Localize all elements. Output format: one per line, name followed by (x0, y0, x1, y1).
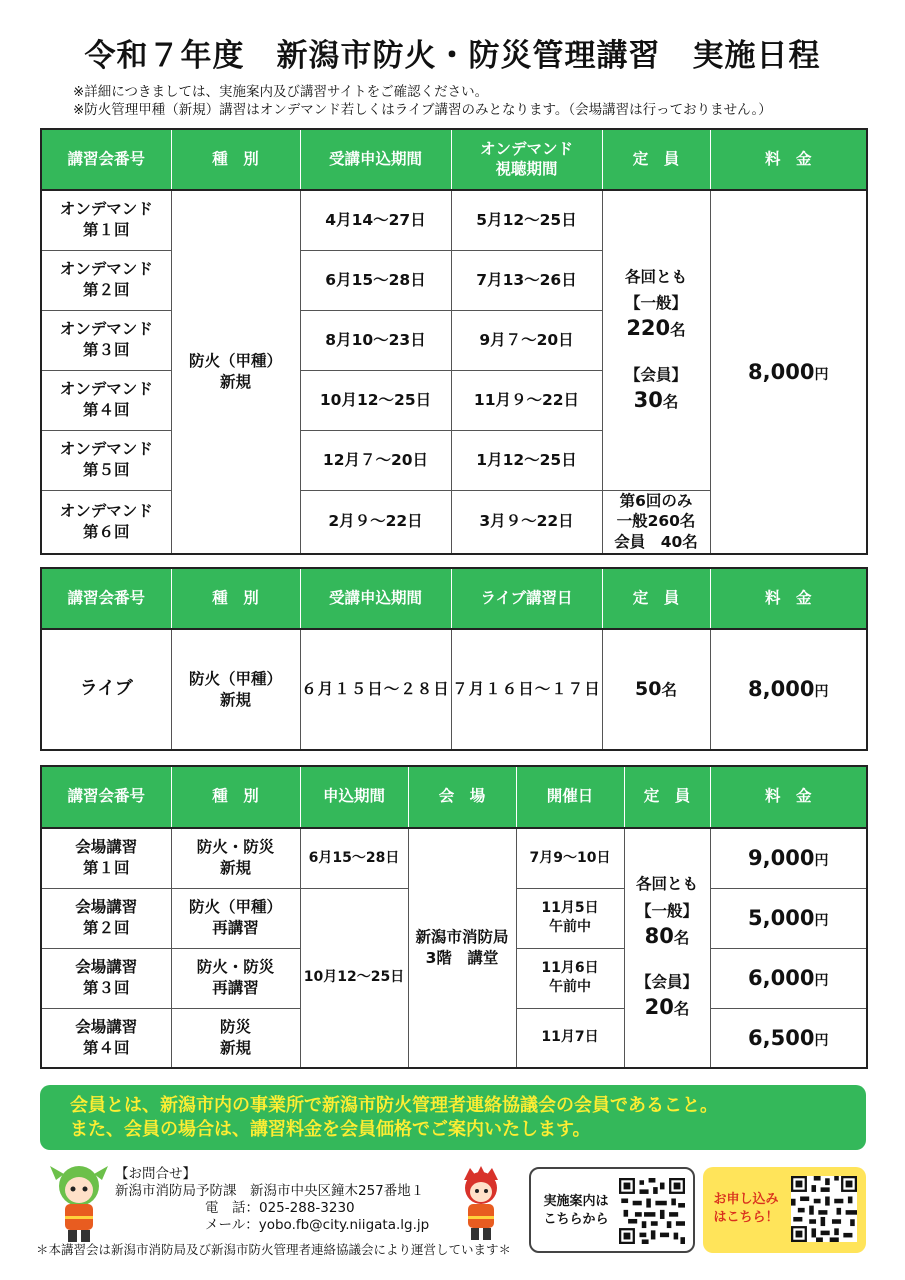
type-line2: 新規 (219, 1038, 251, 1057)
contact-heading: 【お問合せ】 (115, 1166, 196, 1182)
capacity-unit: 名 (661, 680, 677, 699)
venue-line2: 3階 講堂 (425, 949, 499, 967)
venue-schedule-table (40, 765, 868, 1069)
apply-period-cell: 10月12～25日 (300, 370, 451, 430)
session-no-line1: オンデマンド (59, 380, 153, 399)
type-line2: 新規 (219, 373, 251, 392)
fee-value: 6,000 (748, 965, 815, 990)
table-row (41, 190, 867, 250)
type-cell (171, 828, 300, 888)
capacity-value: 50 (635, 677, 662, 700)
capacity-cell (602, 190, 710, 490)
session-no-line2: 第３回 (82, 341, 130, 359)
type-line1: 防火・防災 (196, 958, 275, 977)
header-apply-period: 受講申込期間 (300, 568, 451, 629)
view-period-cell: 9月７～20日 (451, 310, 602, 370)
session-no-line2: 第２回 (82, 281, 130, 299)
fee-value: 5,000 (748, 905, 815, 930)
session-no-line1: オンデマンド (59, 200, 153, 219)
fee-cell (710, 629, 867, 750)
type-cell (171, 629, 300, 750)
cap6-line1: 第6回のみ (619, 491, 693, 510)
header-session-no: 講習会番号 (41, 129, 171, 190)
info-label-line1: 実施案内は (543, 1194, 609, 1209)
header-session-no: 講習会番号 (41, 766, 171, 828)
header-date: 開催日 (516, 766, 624, 828)
capacity-unit: 名 (673, 1000, 690, 1019)
view-period-cell: 1月12～25日 (451, 430, 602, 490)
header-session-no: 講習会番号 (41, 568, 171, 629)
apply-label-line1: お申し込み (713, 1192, 779, 1207)
date-line2: 午前中 (549, 979, 591, 995)
cap6-line3: 会員 40名 (614, 533, 698, 552)
yen-unit: 円 (814, 972, 829, 989)
session-no-line1: オンデマンド (59, 320, 153, 339)
fee-value: 6,500 (748, 1025, 815, 1050)
capacity-member-label: 【会員】 (635, 973, 698, 992)
apply-period-cell: 2月９～22日 (300, 490, 451, 554)
apply-label-line2: はこちら！ (713, 1210, 779, 1225)
header-apply-period: 受講申込期間 (300, 129, 451, 190)
header-type: 種 別 (171, 766, 300, 828)
session-no-cell (41, 1008, 171, 1068)
session-no-line2: 第５回 (82, 461, 130, 479)
header-fee: 料 金 (710, 129, 867, 190)
table-header-row (41, 568, 867, 629)
table-header-row (41, 129, 867, 190)
capacity-member-value: 30 (633, 387, 663, 412)
date-cell: 11月7日 (516, 1008, 624, 1068)
qr-code-info-icon[interactable] (619, 1178, 685, 1244)
fee-value: 8,000 (748, 359, 815, 384)
type-cell (171, 888, 300, 948)
venue-line1: 新潟市消防局 (415, 928, 509, 947)
session-no-cell: ライブ (41, 629, 171, 750)
mascot-right-icon (458, 1166, 504, 1242)
type-line1: 防火（甲種） (188, 669, 282, 688)
live-schedule-table (40, 567, 868, 751)
type-line2: 新規 (219, 859, 251, 878)
header-view-line1: オンデマンド (479, 140, 573, 159)
type-line1: 防火（甲種） (188, 352, 282, 371)
session-no-line1: 会場講習 (75, 898, 138, 917)
capacity-unit: 名 (673, 929, 690, 948)
capacity-each-label: 各回とも (624, 267, 687, 286)
capacity-member-label: 【会員】 (624, 365, 687, 384)
capacity-cell (624, 828, 710, 1068)
fee-cell (710, 828, 867, 888)
session-no-line1: 会場講習 (75, 838, 138, 857)
fee-cell (710, 948, 867, 1008)
fee-cell (710, 1008, 867, 1068)
note-ondemand-only: ※防火管理甲種（新規）講習はオンデマンド若しくはライブ講習のみとなります。（会場講習は行っておりません。） (73, 102, 772, 118)
operator-footnote: ＊本講習会は新潟市消防局及び新潟市防火管理者連絡協議会により運営しています＊ (36, 1242, 512, 1257)
ondemand-schedule-table (40, 128, 868, 555)
session-no-cell (41, 310, 171, 370)
session-no-line2: 第１回 (82, 859, 130, 878)
apply-period-cell: 6月15～28日 (300, 250, 451, 310)
header-capacity: 定 員 (602, 568, 710, 629)
header-fee: 料 金 (710, 766, 867, 828)
view-period-cell: 3月９～22日 (451, 490, 602, 554)
cap6-line2: 一般260名 (616, 512, 696, 531)
apply-qr-label (709, 1191, 783, 1227)
capacity-cell (602, 629, 710, 750)
apply-period-cell: ６月１５日～２８日 (300, 629, 451, 750)
session-no-cell (41, 250, 171, 310)
capacity-member-value: 20 (644, 995, 674, 1020)
header-view-period (451, 129, 602, 190)
table-row (41, 629, 867, 750)
header-view-line2: 視聴期間 (495, 159, 558, 178)
fee-value: 8,000 (748, 677, 815, 702)
contact-block (115, 1166, 429, 1234)
apply-period-cell: 8月10～23日 (300, 310, 451, 370)
session-no-line2: 第４回 (82, 1038, 130, 1057)
fee-value: 9,000 (748, 846, 815, 871)
live-date-cell: ７月１６日～１７日 (451, 629, 602, 750)
capacity-unit: 名 (670, 321, 686, 340)
banner-line2: また、会員の場合は、講習料金を会員価格でご案内いたします。 (70, 1119, 591, 1140)
table-row (41, 828, 867, 888)
capacity-general-label: 【一般】 (635, 902, 698, 921)
yen-unit: 円 (814, 853, 829, 870)
capacity-general-value: 80 (644, 924, 674, 949)
type-cell (171, 948, 300, 1008)
date-line1: 11月5日 (541, 900, 599, 917)
session-no-line2: 第６回 (82, 522, 130, 541)
session-no-cell (41, 370, 171, 430)
session-no-line1: オンデマンド (59, 440, 153, 459)
capacity-general-value: 220 (626, 316, 671, 341)
session-no-cell (41, 490, 171, 554)
note-details: ※詳細につきましては、実施案内及び講習サイトをご確認ください。 (73, 84, 489, 100)
header-capacity: 定 員 (624, 766, 710, 828)
header-apply-period: 申込期間 (300, 766, 408, 828)
yen-unit: 円 (814, 912, 829, 929)
header-type: 種 別 (171, 129, 300, 190)
type-cell (171, 1008, 300, 1068)
date-line2: 午前中 (549, 919, 591, 935)
apply-period-cell: 6月15～28日 (300, 828, 408, 888)
session-no-cell (41, 828, 171, 888)
session-no-cell (41, 430, 171, 490)
session-no-cell (41, 948, 171, 1008)
date-cell: 7月9～10日 (516, 828, 624, 888)
session-no-line2: 第４回 (82, 401, 130, 419)
session-no-line2: 第２回 (82, 919, 130, 937)
header-capacity: 定 員 (602, 129, 710, 190)
session-no-line2: 第３回 (82, 979, 130, 997)
date-line1: 11月6日 (541, 960, 599, 977)
info-qr-label (539, 1193, 613, 1229)
header-venue: 会 場 (408, 766, 516, 828)
venue-cell (408, 828, 516, 1068)
session-no-line2: 第１回 (82, 221, 130, 240)
capacity-each-label: 各回とも (635, 875, 698, 894)
header-type: 種 別 (171, 568, 300, 629)
type-line2: 再講習 (212, 979, 259, 997)
session-no-line1: オンデマンド (59, 501, 153, 520)
yen-unit: 円 (814, 366, 829, 383)
table-header-row (41, 766, 867, 828)
date-cell (516, 948, 624, 1008)
session-no-line1: オンデマンド (59, 260, 153, 279)
session-no-line1: 会場講習 (75, 1017, 138, 1036)
member-info-banner (40, 1085, 866, 1150)
apply-period-cell: 4月14～27日 (300, 190, 451, 250)
qr-code-apply-icon[interactable] (791, 1176, 857, 1242)
contact-tel: 電 話：025-288-3230 (205, 1200, 355, 1216)
info-qr-box[interactable] (529, 1167, 695, 1253)
fee-cell (710, 888, 867, 948)
header-fee: 料 金 (710, 568, 867, 629)
type-cell (171, 190, 300, 554)
type-line2: 再講習 (212, 919, 259, 937)
apply-qr-box[interactable] (703, 1167, 866, 1253)
apply-period-cell: 10月12～25日 (300, 888, 408, 1068)
type-line1: 防災 (219, 1017, 251, 1036)
view-period-cell: 7月13～26日 (451, 250, 602, 310)
capacity-6th-cell (602, 490, 710, 554)
session-no-cell (41, 888, 171, 948)
capacity-general-label: 【一般】 (624, 294, 687, 313)
type-line1: 防火・防災 (196, 838, 275, 857)
session-no-cell (41, 190, 171, 250)
page-title: 令和７年度 新潟市防火・防災管理講習 実施日程 (84, 38, 821, 74)
view-period-cell: 5月12～25日 (451, 190, 602, 250)
mascot-left-icon (48, 1160, 110, 1244)
fee-cell (710, 190, 867, 554)
capacity-unit: 名 (662, 392, 679, 411)
banner-line1: 会員とは、新潟市内の事業所で新潟市防火管理者連絡協議会の会員であること。 (70, 1095, 718, 1116)
contact-org: 新潟市消防局予防課 新潟市中央区鐘木257番地１ (115, 1183, 425, 1199)
header-live-date: ライブ講習日 (451, 568, 602, 629)
info-label-line2: こちらから (543, 1212, 609, 1227)
view-period-cell: 11月９～22日 (451, 370, 602, 430)
session-no-line1: 会場講習 (75, 958, 138, 977)
date-cell (516, 888, 624, 948)
type-line2: 新規 (219, 690, 251, 709)
yen-unit: 円 (814, 1032, 829, 1049)
contact-mail: メール：yobo.fb@city.niigata.lg.jp (205, 1217, 430, 1233)
yen-unit: 円 (814, 684, 829, 701)
apply-period-cell: 12月７～20日 (300, 430, 451, 490)
type-line1: 防火（甲種） (188, 898, 282, 917)
